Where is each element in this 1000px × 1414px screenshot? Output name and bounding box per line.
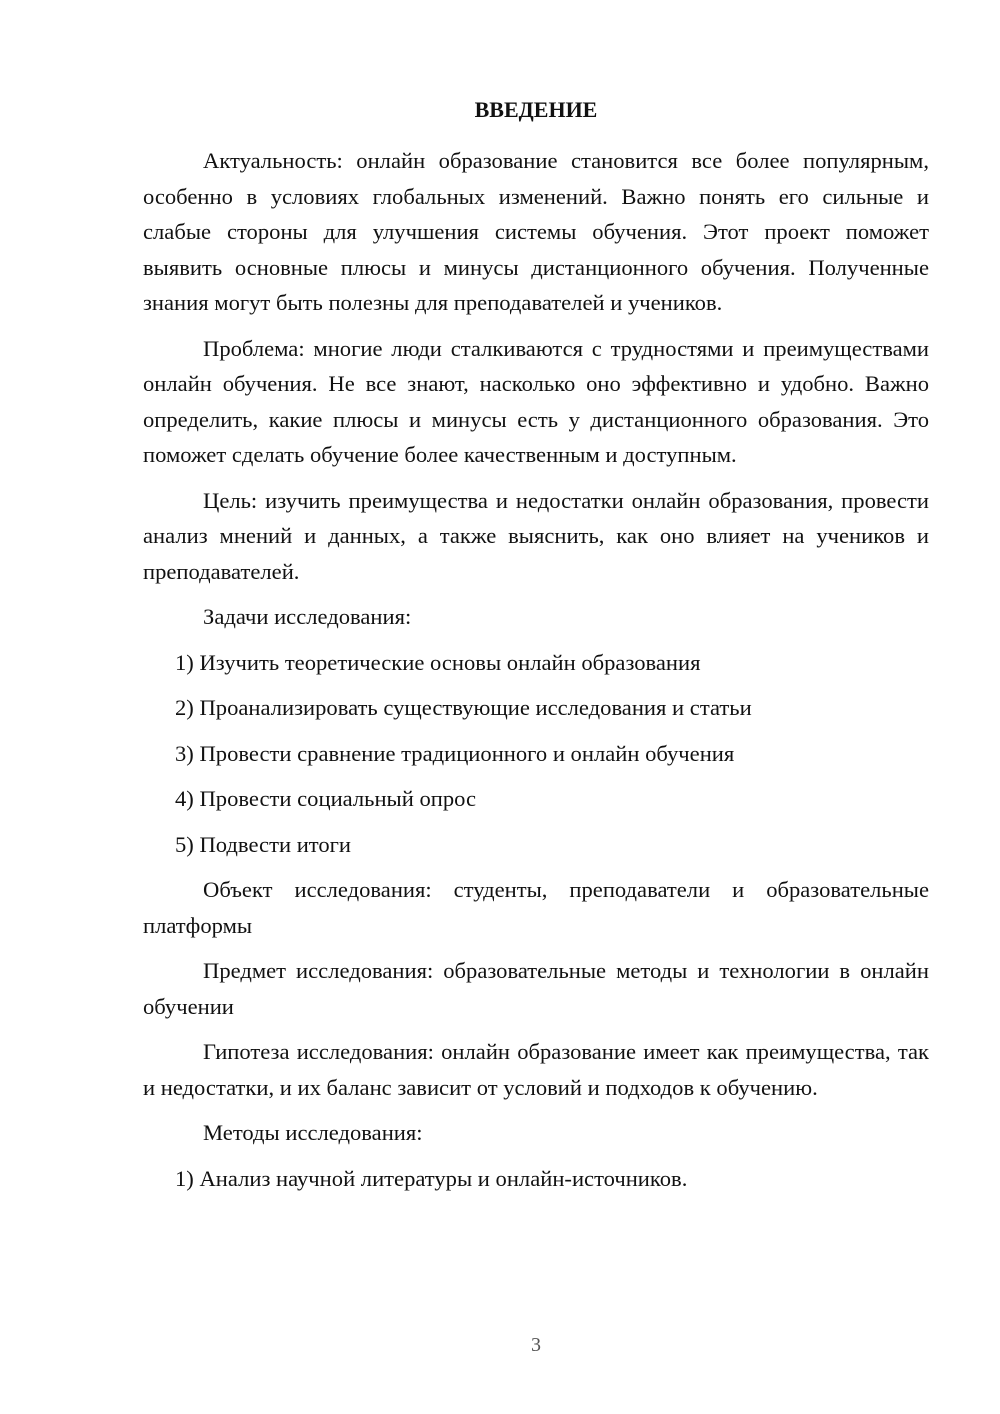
paragraph-object: Объект исследования: студенты, преподаватели и образовательные платформы — [143, 877, 929, 938]
paragraph-hypothesis: Гипотеза исследования: онлайн образование имеет как преимущества, так и недостатки, и их баланс зависит от условий и подходов к обучению. — [143, 1039, 929, 1100]
tasks-heading: Задачи исследования: — [203, 604, 412, 629]
paragraph-subject: Предмет исследования: образовательные методы и технологии в онлайн обучении — [143, 958, 929, 1019]
paragraph-problem: Проблема: многие люди сталкиваются с трудностями и преимуществами онлайн обучения. Не все знают, насколько оно эффективно и удобно. Важно определить, какие плюсы и минусы есть у дистанционного образования. Это поможет сделать обучение более качественным и доступным. — [143, 335, 929, 467]
document-body — [143, 143, 929, 1206]
methods-heading: Методы исследования: — [203, 1120, 423, 1145]
task-item-5: 5) Подвести итоги — [175, 831, 352, 857]
task-item-2: 2) Проанализировать существующие исследования и статьи — [175, 695, 752, 720]
paragraph-actuality: Актуальность: онлайн образование становится все более популярным, особенно в условиях глобальных изменений. Важно понять его сильные и слабые стороны для улучшения системы обучения. Этот проект поможет выявить основные плюсы и минусы дистанционного обучения. Полученные знания могут быть полезны для преподавателей и учеников. — [143, 148, 929, 315]
task-item-3: 3) Провести сравнение традиционного и онлайн обучения — [175, 740, 735, 766]
page-title: ВВЕДЕНИЕ — [474, 97, 598, 122]
page-number: 3 — [531, 1334, 541, 1356]
task-item-1: 1) Изучить теоретические основы онлайн образования — [175, 649, 701, 675]
paragraph-goal: Цель: изучить преимущества и недостатки онлайн образования, провести анализ мнений и данных, а также выяснить, как оно влияет на учеников и преподавателей. — [143, 487, 929, 584]
method-item-1: 1) Анализ научной литературы и онлайн-источников. — [175, 1165, 688, 1191]
task-item-4: 4) Провести социальный опрос — [175, 786, 477, 811]
